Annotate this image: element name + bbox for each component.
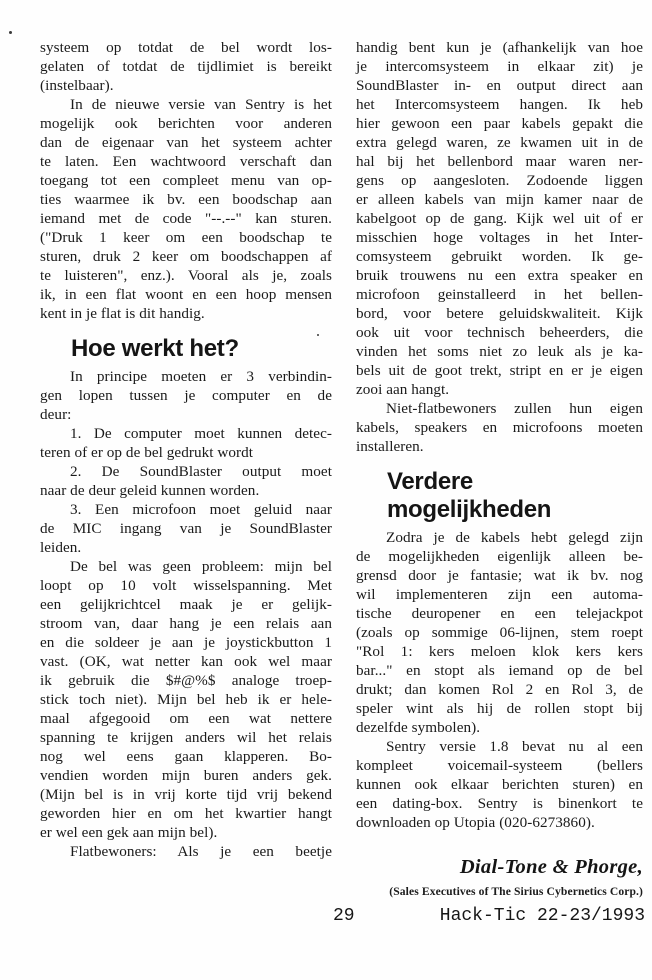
text-line: er wel een gek aan mijn bel).	[40, 824, 218, 841]
article-signature: Dial-Tone & Phorge,	[459, 856, 643, 878]
text-line: In principe moeten er 3 verbindin-	[70, 368, 332, 385]
section-heading: Hoe werkt het?	[71, 335, 239, 362]
text-line: vinden het soms niet zo leuk als je ka-	[356, 343, 643, 360]
text-line: gens op aangesloten. Zodoende liggen	[356, 172, 643, 189]
text-line: handig bent kun je (afhankelijk van hoe	[356, 39, 643, 56]
text-line: SoundBlaster in- en output direct aan	[356, 77, 643, 94]
text-line: ook uit voor technisch beheerders, die	[356, 324, 643, 341]
paragraph	[40, 367, 332, 424]
text-line: dan de eigenaar van het systeem achter	[40, 134, 332, 151]
text-line: ties waarmee ik bv. een boodschap aan	[40, 191, 332, 208]
text-line: er alleen kabels van mijn kamer naar de	[356, 191, 643, 208]
text-line: kent in je flat is dit handig.	[40, 305, 205, 322]
column-right	[356, 38, 643, 898]
text-line: grensd door je fantasie; wat ik bv. nog	[356, 567, 643, 584]
text-line: Flatbewoners: Als je een beetje	[70, 843, 332, 860]
page-number: 29	[333, 906, 355, 926]
text-line: geworden hier en om het kwartier hangt	[40, 805, 332, 822]
text-line: drukt; dan komen Rol 2 en Rol 3, de	[356, 681, 643, 698]
text-line: je intercomsysteem in elkaar zit) je	[356, 58, 643, 75]
text-line: kabelgoot op de gang. Kijk wel uit of er	[356, 210, 643, 227]
paragraph	[356, 38, 643, 399]
text-line: bruik trouwens nu een extra speaker en	[356, 267, 643, 284]
text-line: wil implementeren zijn een automa-	[356, 586, 643, 603]
text-line: extra gelegd waren, ze kwamen uit in de	[356, 134, 643, 151]
magazine-issue-label: Hack-Tic 22-23/1993	[439, 906, 645, 926]
text-line: een dating-box. Sentry is binenkort te	[356, 795, 643, 812]
text-line: maal afgegooid om een wat nettere	[40, 710, 332, 727]
text-line: Zodra je de kabels hebt gelegd zijn	[386, 529, 643, 546]
paragraph	[356, 528, 643, 737]
text-line: bels uit de goot trekt, stript en er je eigen	[356, 362, 643, 379]
text-line: 1. De computer moet kunnen detec-	[70, 425, 332, 442]
text-line: iemand met de code "--.--" kan sturen.	[40, 210, 332, 227]
text-line: 3. Een microfoon moet geluid naar	[70, 501, 332, 518]
article-body	[40, 38, 643, 898]
text-line: gelaten of totdat de tijdlimiet is bereikt	[40, 58, 332, 75]
text-line: comsysteem gebruikt worden. Ik ge-	[356, 248, 643, 265]
text-line: gen lopen tussen je computer en de	[40, 387, 332, 404]
text-line: microfoon geinstalleerd in het bellen-	[356, 286, 643, 303]
text-line: bar..." en stopt als iemand op de bel	[356, 662, 643, 679]
text-line: leiden.	[40, 539, 82, 556]
paragraph	[40, 500, 332, 557]
text-line: toegang tot een compleet menu van op-	[40, 172, 332, 189]
paragraph	[40, 557, 332, 842]
text-line: Niet-flatbewoners zullen hun eigen	[386, 400, 643, 417]
text-line: loopt op 10 volt wisselspanning. Met	[40, 577, 332, 594]
text-line: spanning te krijgen anders wil het relais	[40, 729, 332, 746]
text-line: vendien worden mijn buren anders gek.	[40, 767, 332, 784]
text-line: stick toch niet). Mijn bel heb ik er hele-	[40, 691, 332, 708]
text-line: systeem op totdat de bel wordt los-	[40, 39, 332, 56]
text-line: nog wel eens gaan klapperen. Bo-	[40, 748, 332, 765]
text-line: (Mijn bel is in vrij korte tijd vrij bekend	[40, 786, 332, 803]
text-line: "Rol 1: kers meloen klok kers kers	[356, 643, 643, 660]
text-line: Sentry versie 1.8 bevat nu al een	[386, 738, 643, 755]
text-line: tische deuropener en een telejackpot	[356, 605, 643, 622]
text-line: naar de deur geleid kunnen worden.	[40, 482, 260, 499]
paragraph	[356, 737, 643, 832]
text-line: te luisteren", enz.). Vooral als je, zoals	[40, 267, 332, 284]
text-line: ("Druk 1 keer om een boodschap te	[40, 229, 332, 246]
text-line: kompleet voicemail-systeem (bellers	[356, 757, 643, 774]
paragraph	[40, 842, 332, 861]
text-line: een gelijkrichtcel maak je er gelijk-	[40, 596, 332, 613]
text-line: bord, voor betere geluidskwaliteit. Kijk	[356, 305, 643, 322]
text-line: speler wint als hij de rollen stopt bij	[356, 700, 643, 717]
column-left-blocks	[40, 38, 332, 861]
text-line: vast. (OK, wat netter kan ook wel maar	[40, 653, 332, 670]
text-line: kabels, speakers en microfoons moeten	[356, 419, 643, 436]
text-line: (zoals op sommige 06-lijnen, stem roept	[356, 624, 643, 641]
text-line: installeren.	[356, 438, 424, 455]
text-line: teren of er op de bel gedrukt wordt	[40, 444, 254, 461]
text-line: In de nieuwe versie van Sentry is het	[70, 96, 332, 113]
page-footer	[0, 906, 652, 930]
text-line: ik, in een flat woont en een hoop mensen	[40, 286, 332, 303]
text-line: de MIC ingang van je SoundBlaster	[40, 520, 332, 537]
text-line: dezelfde symbolen).	[356, 719, 481, 736]
text-line: het Intercomsysteem hangen. Ik heb	[356, 96, 643, 113]
text-line: zooi aan hangt.	[356, 381, 450, 398]
text-line: De bel was geen probleem: mijn bel	[70, 558, 332, 575]
text-line: te laten. Een wachtwoord verschaft dan	[40, 153, 332, 170]
section-heading: Verdere mogelijkheden	[387, 468, 552, 523]
text-line: de mogelijkheden eigenlijk alleen be-	[356, 548, 643, 565]
paragraph	[356, 399, 643, 456]
text-line: hal bij het bellenbord maar waren ner-	[356, 153, 643, 170]
text-line: en die soldeer je aan je joystickbutton 1	[40, 634, 332, 651]
text-line: mogelijk ook berichten voor anderen	[40, 115, 332, 132]
paragraph	[40, 95, 332, 323]
column-right-blocks	[356, 38, 643, 832]
text-line: stroom van, daar hang je een relais aan	[40, 615, 332, 632]
paragraph	[40, 38, 332, 95]
text-line: hier gewoon een paar kabels gepakt die	[356, 115, 643, 132]
text-line: downloaden op Utopia (020-6273860).	[356, 814, 595, 831]
column-left	[40, 38, 332, 898]
text-line: kunnen ook elkaar berichten sturen) en	[356, 776, 643, 793]
article-signature-byline: (Sales Executives of The Sirius Cybernetics Corp.)	[389, 885, 643, 898]
paragraph	[40, 462, 332, 500]
scan-speck	[9, 31, 12, 34]
text-line: misschien hoge voltages in het Inter-	[356, 229, 643, 246]
text-line: (instelbaar).	[40, 77, 114, 94]
paragraph	[40, 424, 332, 462]
text-line: 2. De SoundBlaster output moet	[70, 463, 332, 480]
text-line: ik gebruik die $#@%$ analoge troep-	[40, 672, 332, 689]
text-line: deur:	[40, 406, 72, 423]
text-line: sturen, druk 2 keer om boodschappen af	[40, 248, 332, 265]
